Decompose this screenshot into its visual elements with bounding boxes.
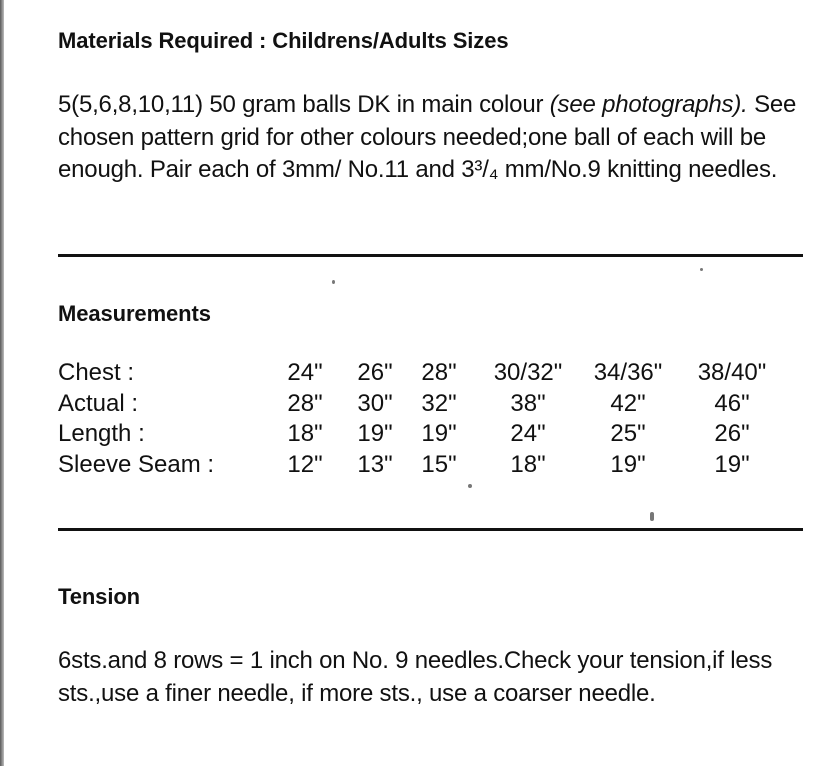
measurement-value: 19"	[714, 450, 750, 478]
materials-text	[58, 89, 803, 187]
section-divider-2	[58, 528, 803, 531]
measurement-value: 24"	[287, 359, 323, 386]
measurement-value: 26"	[714, 420, 750, 447]
measurement-value: 38/40"	[697, 359, 767, 386]
measurement-value: 30"	[357, 389, 393, 417]
measurement-value: 32"	[421, 389, 457, 417]
measurement-value: 28"	[421, 359, 457, 386]
measurement-value: 26"	[357, 359, 393, 386]
materials-heading: Materials Required : Childrens/Adults Sizes	[58, 28, 509, 53]
scan-speck	[650, 512, 654, 521]
measurement-label: Length :	[58, 420, 145, 447]
measurement-value: 19"	[357, 420, 393, 447]
materials-text-rest: See chosen pattern grid for other colours needed;one ball of each will be enough. Pair each of 3mm/ No.11 and 3³/₄ mm/No.9 knitting needles.	[58, 91, 797, 183]
measurement-value: 18"	[510, 450, 546, 478]
measurement-value: 28"	[287, 389, 323, 417]
scan-speck	[332, 280, 335, 284]
materials-text-main: 5(5,6,8,10,11) 50 gram balls DK in main colour	[58, 91, 550, 118]
scan-speck	[468, 484, 472, 488]
measurement-label: Chest :	[58, 359, 135, 386]
scan-speck	[700, 268, 703, 271]
measurement-value: 19"	[610, 450, 646, 478]
measurement-value: 15"	[421, 450, 457, 478]
measurement-label: Sleeve Seam :	[58, 450, 215, 478]
measurement-value: 25"	[610, 420, 646, 447]
measurement-value: 19"	[421, 420, 457, 447]
measurement-value: 18"	[287, 420, 323, 447]
measurement-value: 30/32"	[493, 359, 563, 386]
measurement-label: Actual :	[58, 389, 139, 417]
measurement-value: 12"	[287, 450, 323, 478]
measurement-value: 13"	[357, 450, 393, 478]
measurement-value: 24"	[510, 420, 546, 447]
measurement-value: 38"	[510, 389, 546, 417]
section-divider-1	[58, 254, 803, 257]
measurement-value: 42"	[610, 389, 646, 417]
tension-text: 6sts.and 8 rows = 1 inch on No. 9 needles.Check your tension,if less sts.,use a finer needle, if more sts., use a coarser needle.	[58, 647, 773, 707]
materials-text-italic: (see photographs).	[549, 91, 748, 118]
measurements-heading: Measurements	[58, 301, 211, 326]
measurement-value: 34/36"	[593, 359, 663, 386]
measurement-value: 46"	[714, 389, 750, 417]
page-left-edge	[0, 0, 4, 766]
pattern-page	[58, 0, 808, 766]
tension-heading: Tension	[58, 584, 141, 609]
